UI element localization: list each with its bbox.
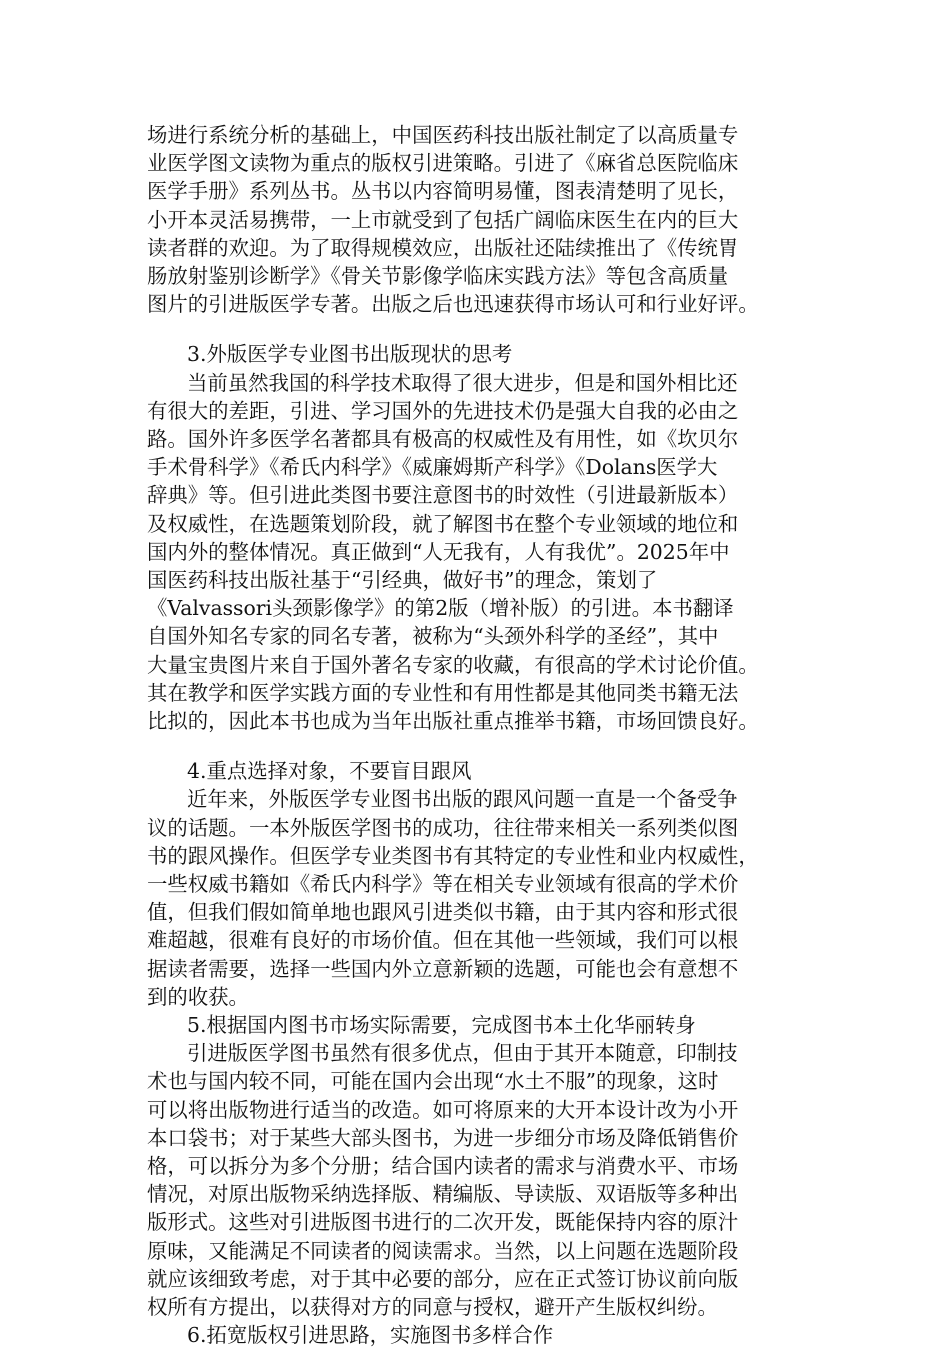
paragraph-line: 本口袋书；对于某些大部头图书，为进一步细分市场及降低销售价 [147,1126,739,1150]
paragraph-line: 引进版医学图书虽然有很多优点，但由于其开本随意，印制技 [187,1041,738,1065]
paragraph-line: 近年来，外版医学专业图书出版的跟风问题一直是一个备受争 [187,787,738,811]
paragraph-line: 国内外的整体情况。真正做到“人无我有，人有我优”。2025年中 [147,540,730,564]
paragraph-line: 术也与国内较不同，可能在国内会出现“水土不服”的现象，这时 [147,1069,719,1093]
paragraph-line: 读者群的欢迎。为了取得规模效应，出版社还陆续推出了《传统胃 [147,236,739,260]
section-heading: 4.重点选择对象，不要盲目跟风 [187,759,472,783]
paragraph-line: 大量宝贵图片来自于国外著名专家的收藏，有很高的学术讨论价值。 [147,653,759,677]
paragraph-line: 自国外知名专家的同名专著，被称为“头颈外科学的圣经”，其中 [147,624,719,648]
paragraph-line: 图片的引进版医学专著。出版之后也迅速获得市场认可和行业好评。 [147,292,759,316]
paragraph-line: 手术骨科学》《希氏内科学》《威廉姆斯产科学》《Dolans医学大 [147,455,718,479]
paragraph-line: 权所有方提出，以获得对方的同意与授权，避开产生版权纠纷。 [147,1295,718,1319]
paragraph-line: 当前虽然我国的科学技术取得了很大进步，但是和国外相比还 [187,371,738,395]
paragraph-line: 其在教学和医学实践方面的专业性和有用性都是其他同类书籍无法 [147,681,739,705]
paragraph-line: 格，可以拆分为多个分册；结合国内读者的需求与消费水平、市场 [147,1154,739,1178]
paragraph-line: 比拟的，因此本书也成为当年出版社重点推举书籍，市场回馈良好。 [147,709,759,733]
paragraph-line: 《Valvassori头颈影像学》的第2版（增补版）的引进。本书翻译 [147,596,734,620]
paragraph-line: 业医学图文读物为重点的版权引进策略。引进了《麻省总医院临床 [147,151,739,175]
paragraph-line: 到的收获。 [147,985,249,1009]
paragraph-line: 可以将出版物进行适当的改造。如可将原来的大开本设计改为小开 [147,1098,739,1122]
paragraph-line: 小开本灵活易携带，一上市就受到了包括广阔临床医生在内的巨大 [147,208,739,232]
paragraph-line: 情况，对原出版物采纳选择版、精编版、导读版、双语版等多种出 [147,1182,739,1206]
paragraph-line: 值，但我们假如简单地也跟风引进类似书籍，由于其内容和形式很 [147,900,739,924]
paragraph-line: 及权威性，在选题策划阶段，就了解图书在整个专业领域的地位和 [147,512,739,536]
paragraph-line: 一些权威书籍如《希氏内科学》等在相关专业领域有很高的学术价 [147,872,739,896]
paragraph-line: 路。国外许多医学名著都具有极高的权威性及有用性，如《坎贝尔 [147,427,739,451]
paragraph-line: 辞典》等。但引进此类图书要注意图书的时效性（引进最新版本） [147,483,739,507]
paragraph-line: 议的话题。一本外版医学图书的成功，往往带来相关一系列类似图 [147,816,739,840]
paragraph-line: 版形式。这些对引进版图书进行的二次开发，既能保持内容的原汁 [147,1210,739,1234]
section-heading: 3.外版医学专业图书出版现状的思考 [187,342,513,366]
paragraph-line: 原味，又能满足不同读者的阅读需求。当然，以上问题在选题阶段 [147,1239,739,1263]
section-heading: 6.拓宽版权引进思路，实施图书多样合作 [187,1323,554,1347]
paragraph-line: 难超越，很难有良好的市场价值。但在其他一些领域，我们可以根 [147,928,739,952]
paragraph-line: 据读者需要，选择一些国内外立意新颖的选题，可能也会有意想不 [147,957,739,981]
paragraph-line: 医学手册》系列丛书。丛书以内容简明易懂，图表清楚明了见长， [147,179,739,203]
paragraph-line: 场进行系统分析的基础上，中国医药科技出版社制定了以高质量专 [147,123,739,147]
paragraph-line: 书的跟风操作。但医学专业类图书有其特定的专业性和业内权威性， [147,844,759,868]
paragraph-line: 国医药科技出版社基于“引经典，做好书”的理念，策划了 [147,568,658,592]
paragraph-line: 肠放射鉴别诊断学》《骨关节影像学临床实践方法》等包含高质量 [147,264,729,288]
paragraph-line: 就应该细致考虑，对于其中必要的部分，应在正式签订协议前向版 [147,1267,739,1291]
paragraph-line: 有很大的差距，引进、学习国外的先进技术仍是强大自我的必由之 [147,399,739,423]
section-heading: 5.根据国内图书市场实际需要，完成图书本土化华丽转身 [187,1013,696,1037]
